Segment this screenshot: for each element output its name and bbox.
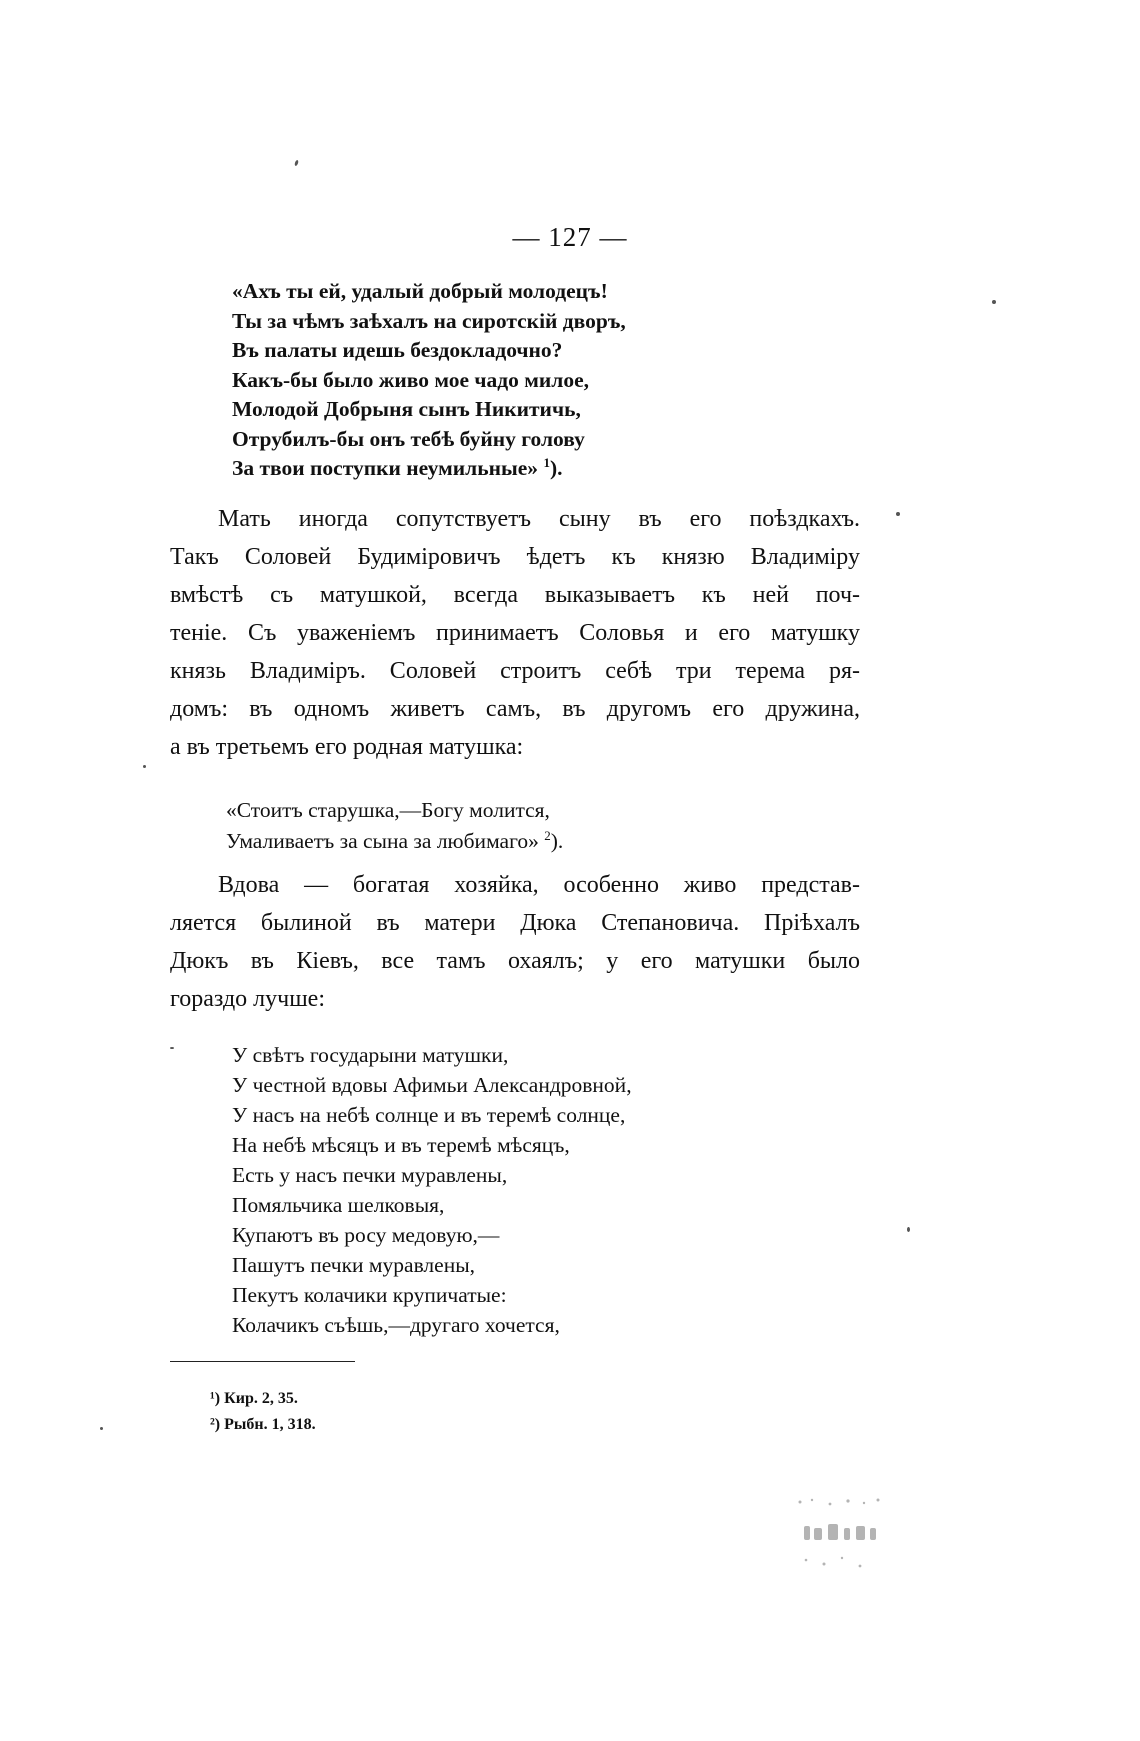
verse-line: Молодой Добрыня сынъ Никитичь, [232, 397, 581, 421]
verse-text: Умаливаетъ за сына за любимаго» [226, 829, 539, 853]
verse-block-3 [232, 1040, 872, 1340]
verse-line: У насъ на небѣ солнце и въ теремѣ солнце, [232, 1103, 626, 1127]
scan-speck [907, 1227, 910, 1232]
prose-line: Вдова — богатая хозяйка, особенно живо представ- [218, 872, 860, 898]
verse-line: Пекутъ колачики крупичатые: [232, 1283, 507, 1307]
scan-speck [100, 1427, 103, 1430]
scan-speck [294, 160, 299, 167]
scan-speck [170, 1047, 174, 1049]
verse-line: «Стоитъ старушка,—Богу молится, [226, 798, 550, 822]
verse-line: Есть у насъ печки муравлены, [232, 1163, 508, 1187]
footnote-ref: 1 [543, 454, 550, 470]
footnote: ²) Рыбн. 1, 318. [210, 1416, 316, 1433]
prose-line: теніе. Съ уваженіемъ принимаетъ Соловья и его матушку [170, 620, 860, 646]
verse-line: Купаютъ въ росу медовую,— [232, 1223, 500, 1247]
prose-line: Такъ Соловей Будиміровичъ ѣдетъ къ князю Владиміру [170, 544, 860, 570]
verse-line: «Ахъ ты ей, удалый добрый молодецъ! [232, 279, 608, 303]
footnote-divider [170, 1361, 355, 1362]
prose-line: а въ третьемъ его родная матушка: [170, 734, 524, 760]
verse-line: Колачикъ съѣшь,—другаго хочется, [232, 1313, 560, 1337]
verse-line: У свѣтъ государыни матушки, [232, 1043, 509, 1067]
verse-block-1 [232, 277, 872, 484]
verse-line: Пашутъ печки муравлены, [232, 1253, 476, 1277]
verse-line: Въ палаты идешь бездокладочно? [232, 338, 563, 362]
footnote-ref: 2 [544, 827, 551, 843]
verse-line: Какъ-бы было живо мое чадо милое, [232, 367, 590, 392]
prose-line: гораздо лучше: [170, 986, 326, 1012]
verse-tail: ). [550, 829, 564, 853]
verse-tail: ). [549, 456, 563, 480]
page-number: — 127 — [512, 222, 628, 252]
verse-line: Ты за чѣмъ заѣхалъ на сиротскій дворъ, [232, 308, 626, 333]
scan-speck [143, 765, 146, 768]
verse-text: За твои поступки неумильные» [232, 456, 539, 480]
scan-speck [896, 512, 900, 516]
prose-line: вмѣстѣ съ матушкой, всегда выказываетъ къ ней поч- [170, 582, 860, 608]
verse-line: Помяльчика шелковыя, [232, 1193, 445, 1217]
footnote: ¹) Кир. 2, 35. [210, 1390, 298, 1407]
verse-line: У честной вдовы Афимьи Александровной, [232, 1073, 632, 1097]
verse-block-2 [226, 795, 866, 857]
prose-line: Мать иногда сопутствуетъ сыну въ его поѣздкахъ. [218, 506, 860, 532]
verse-line-last [232, 454, 872, 484]
paragraph-1 [170, 500, 860, 766]
prose-line: домъ: въ одномъ живетъ самъ, въ другомъ его дружина, [170, 696, 860, 722]
prose-line: ляется былиной въ матери Дюка Степановича. Пріѣхалъ [170, 910, 860, 936]
library-stamp-icon [790, 1490, 890, 1580]
verse-line-last [226, 826, 866, 857]
prose-line: князь Владиміръ. Соловей строитъ себѣ три терема ря- [170, 658, 860, 684]
verse-line: Отрубилъ-бы онъ тебѣ буйну голову [232, 426, 585, 451]
footnotes [210, 1386, 316, 1438]
prose-line: Дюкъ въ Кіевъ, все тамъ охаялъ; у его матушки было [170, 948, 860, 974]
paragraph-2 [170, 866, 860, 1018]
scan-speck [992, 300, 996, 304]
verse-line: На небѣ мѣсяцъ и въ теремѣ мѣсяцъ, [232, 1133, 570, 1157]
